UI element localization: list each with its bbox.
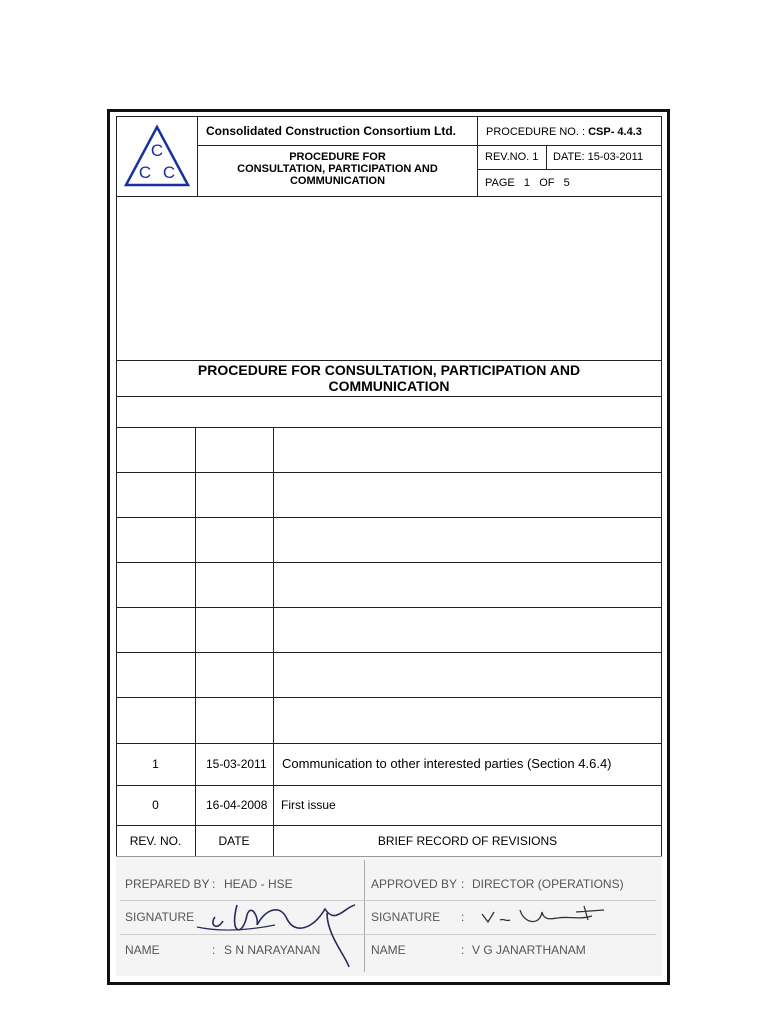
table-row-line	[116, 607, 662, 608]
approved-signature-label: SIGNATURE	[371, 910, 441, 924]
prepared-signature-image	[195, 895, 360, 970]
table-row-line	[116, 825, 662, 826]
approved-by-value: DIRECTOR (OPERATIONS)	[472, 877, 624, 891]
revision-0-number: 0	[152, 798, 159, 812]
revision-1-number: 1	[152, 757, 159, 771]
table-divider-rev	[195, 427, 196, 856]
prepared-name-colon: :	[212, 943, 216, 957]
approved-signature-image	[480, 900, 610, 930]
procedure-number-value: CSP- 4.4.3	[588, 126, 642, 138]
header-row-line-2	[477, 169, 662, 170]
table-row-line	[116, 472, 662, 473]
revision-0-record: First issue	[281, 798, 336, 812]
approved-name-colon: :	[461, 943, 465, 957]
revision-date: DATE: 15-03-2011	[553, 151, 644, 163]
approved-by-label: APPROVED BY	[371, 877, 458, 891]
header-divider-info	[477, 117, 478, 196]
approved-signature-colon: :	[461, 910, 465, 924]
header-brief-record: BRIEF RECORD OF REVISIONS	[377, 834, 558, 848]
logo-letter-left: C	[138, 163, 152, 182]
header-rev-no: REV. NO.	[129, 834, 182, 848]
prepared-by-label: PREPARED BY	[125, 877, 210, 891]
logo-letter-top: C	[150, 141, 164, 160]
table-divider-date	[273, 427, 274, 856]
revision-0-date: 16-04-2008	[206, 798, 268, 812]
header-procedure-title: PROCEDURE FOR CONSULTATION, PARTICIPATION AND COMMUNICATION	[237, 151, 438, 187]
revision-number: REV.NO. 1	[485, 151, 539, 163]
approved-by-colon: :	[461, 877, 465, 891]
table-row-line	[116, 743, 662, 744]
table-row-line	[116, 517, 662, 518]
approved-name-label: NAME	[371, 943, 406, 957]
prepared-name-value: S N NARAYANAN	[224, 943, 321, 957]
revision-1-record: Communication to other interested parties (Section 4.6.4)	[282, 756, 612, 771]
table-row-line	[116, 562, 662, 563]
logo-letter-right: C	[162, 163, 176, 182]
page-number: PAGE 1 OF 5	[485, 177, 570, 189]
main-title: PROCEDURE FOR CONSULTATION, PARTICIPATION AND COMMUNICATION	[197, 362, 581, 394]
title-row-bottom	[116, 396, 662, 397]
prepared-by-colon: :	[212, 877, 216, 891]
header-row-line-1	[197, 145, 662, 146]
approved-name-value: V G JANARTHANAM	[472, 943, 586, 957]
procedure-number	[486, 125, 642, 139]
signoff-divider	[364, 860, 365, 972]
prepared-by-value: HEAD - HSE	[224, 877, 293, 891]
procedure-number-label: PROCEDURE NO. :	[486, 126, 586, 138]
title-row-top	[116, 360, 662, 361]
header-divider-rev	[546, 145, 547, 169]
company-name: Consolidated Construction Consortium Ltd.	[206, 124, 456, 138]
company-logo	[122, 123, 192, 189]
table-row-line	[116, 652, 662, 653]
table-row-line	[116, 697, 662, 698]
header-date: DATE	[218, 834, 250, 848]
table-top-line	[116, 427, 662, 428]
table-row-line	[116, 785, 662, 786]
header-bottom-line	[116, 196, 662, 197]
prepared-signature-label: SIGNATURE	[125, 910, 195, 924]
revision-1-date: 15-03-2011	[206, 757, 267, 771]
prepared-name-label: NAME	[125, 943, 160, 957]
